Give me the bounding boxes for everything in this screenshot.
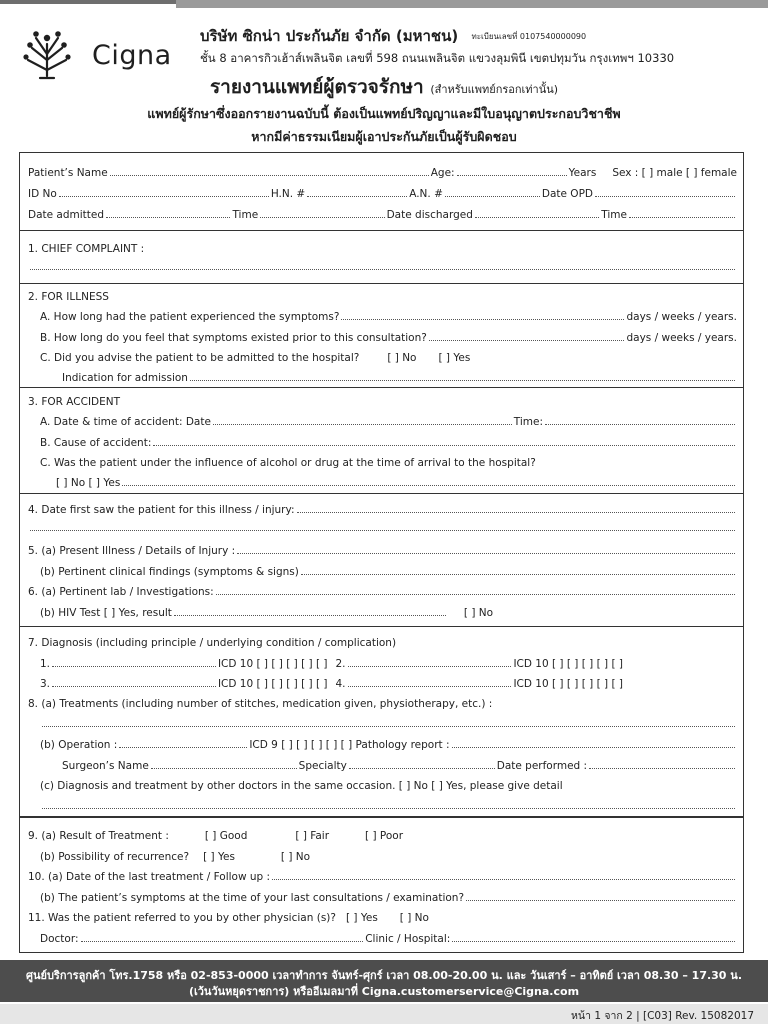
date-opd-field[interactable] bbox=[595, 196, 735, 197]
date-admitted-field[interactable] bbox=[106, 217, 230, 218]
indication-row bbox=[62, 368, 737, 384]
diagnosis-4-label: 4. bbox=[335, 678, 346, 690]
illness-a-label: A. How long had the patient experienced the symptoms? bbox=[40, 311, 340, 323]
company-name-text: บริษัท ซิกน่า ประกันภัย จำกัด (มหาชน) bbox=[200, 27, 459, 45]
patient-row-2 bbox=[28, 184, 737, 200]
q10b-label: (b) The patient’s symptoms at the time of your last consultations / examination? bbox=[40, 892, 465, 904]
illness-c-row bbox=[40, 348, 737, 364]
date-opd-label: Date OPD bbox=[541, 188, 593, 200]
company-name bbox=[200, 24, 586, 48]
patient-name-label: Patient’s Name bbox=[28, 167, 108, 179]
pathology-field[interactable] bbox=[452, 747, 735, 748]
illness-b-row bbox=[40, 328, 737, 344]
diagnosis-row-1 bbox=[40, 654, 623, 670]
q8a-row bbox=[28, 694, 737, 710]
diagnosis-2-icd10[interactable]: ICD 10 [ ] [ ] [ ] [ ] [ ] bbox=[513, 658, 623, 670]
age-field[interactable] bbox=[457, 175, 567, 176]
surgeon-label: Surgeon’s Name bbox=[62, 760, 149, 772]
q10b-row bbox=[40, 888, 737, 904]
diagnosis-1-label: 1. bbox=[40, 658, 51, 670]
page-number-bar bbox=[0, 1004, 768, 1024]
q11-row bbox=[28, 908, 737, 924]
doctor-row bbox=[40, 929, 737, 945]
illness-section bbox=[20, 284, 743, 388]
diagnosis-2-label: 2. bbox=[335, 658, 346, 670]
logo-text: Cigna bbox=[92, 40, 172, 71]
document-header bbox=[0, 14, 768, 154]
q8b-row bbox=[40, 735, 737, 751]
q10a-field[interactable] bbox=[272, 879, 735, 880]
q10a-row bbox=[28, 867, 737, 883]
indication-field[interactable] bbox=[190, 380, 735, 381]
operation-field[interactable] bbox=[119, 747, 247, 748]
diagnosis-1-icd10[interactable]: ICD 10 [ ] [ ] [ ] [ ] [ ] bbox=[217, 658, 328, 670]
diagnosis-3-field[interactable] bbox=[52, 686, 216, 687]
date-performed-label: Date performed : bbox=[496, 760, 588, 772]
q4-line-2 bbox=[28, 518, 737, 534]
q10a-label: 10. (a) Date of the last treatment / Follow up : bbox=[28, 871, 271, 883]
q9a-row bbox=[28, 826, 737, 842]
registration-number: ทะเบียนเลขที่ 0107540000090 bbox=[471, 32, 587, 41]
q8c-label[interactable]: (c) Diagnosis and treatment by other doctors in the same occasion. [ ] No [ ] Yes, please give detail bbox=[40, 780, 563, 792]
accident-heading-row bbox=[28, 392, 737, 408]
clinic-label: Clinic / Hospital: bbox=[365, 933, 451, 945]
illness-c-no-checkbox[interactable]: [ ] No bbox=[387, 352, 417, 364]
document-title-note: (สำหรับแพทย์กรอกเท่านั้น) bbox=[430, 83, 559, 96]
diagnosis-row-2 bbox=[40, 674, 623, 690]
top-bar-accent bbox=[176, 0, 768, 8]
hn-label: H.N. # bbox=[270, 188, 306, 200]
accident-cause-field[interactable] bbox=[153, 445, 735, 446]
illness-a-field[interactable] bbox=[341, 319, 624, 320]
icd9-boxes[interactable]: ICD 9 [ ] [ ] [ ] [ ] [ ] Pathology report : bbox=[249, 739, 450, 751]
diagnosis-3-icd10[interactable]: ICD 10 [ ] [ ] [ ] [ ] [ ] bbox=[217, 678, 328, 690]
q4-label: 4. Date first saw the patient for this illness / injury: bbox=[28, 504, 295, 516]
chief-complaint-row bbox=[28, 239, 737, 255]
id-no-field[interactable] bbox=[59, 196, 269, 197]
years-label: Years bbox=[568, 167, 597, 179]
time-field-2[interactable] bbox=[629, 217, 735, 218]
illness-heading: 2. FOR ILLNESS bbox=[28, 291, 109, 303]
medical-report-form bbox=[19, 152, 744, 953]
diagnosis-section bbox=[20, 627, 743, 817]
specialty-field[interactable] bbox=[349, 768, 495, 769]
contact-line-1: ศูนย์บริการลูกค้า โทร.1758 หรือ 02-853-0000 เวลาทำการ จันทร์-ศุกร์ เวลา 08.00-20.00 น. และ วันเสาร์ – อาทิตย์ เวลา 08.30 – 17.30 น. bbox=[26, 969, 742, 982]
age-label: Age: bbox=[430, 167, 455, 179]
illness-b-units: days / weeks / years. bbox=[626, 332, 737, 344]
patient-info-section bbox=[20, 153, 743, 231]
illness-c-label: C. Did you advise the patient to be admitted to the hospital? bbox=[40, 352, 360, 364]
diagnosis-2-field[interactable] bbox=[348, 666, 512, 667]
accident-time-field[interactable] bbox=[545, 424, 735, 425]
patient-row-1 bbox=[28, 163, 737, 179]
hiv-no-checkbox[interactable]: [ ] No bbox=[463, 607, 494, 619]
date-discharged-label: Date discharged bbox=[386, 209, 473, 221]
q9b-row bbox=[40, 847, 737, 863]
accident-heading: 3. FOR ACCIDENT bbox=[28, 396, 121, 408]
accident-c-checkboxes[interactable]: [ ] No [ ] Yes bbox=[56, 477, 121, 489]
date-admitted-label: Date admitted bbox=[28, 209, 105, 221]
q4-row bbox=[28, 500, 737, 516]
q5b-field[interactable] bbox=[301, 574, 735, 575]
surgeon-row bbox=[62, 756, 737, 772]
q9a-label: 9. (a) Result of Treatment : bbox=[28, 830, 169, 842]
doctor-label: Doctor: bbox=[40, 933, 79, 945]
q4-field-2[interactable] bbox=[30, 530, 735, 531]
q5b-label: (b) Pertinent clinical findings (symptoms & signs) bbox=[40, 566, 299, 578]
chief-complaint-section bbox=[20, 231, 743, 284]
instruction-line-2: หากมีค่าธรรมเนียมผู้เอาประกันภัยเป็นผู้รับผิดชอบ bbox=[251, 129, 517, 144]
illness-b-field[interactable] bbox=[429, 340, 625, 341]
poor-checkbox[interactable]: [ ] Poor bbox=[365, 830, 404, 842]
chief-complaint-line bbox=[28, 257, 737, 273]
doctor-field[interactable] bbox=[81, 941, 364, 942]
q5b-row bbox=[40, 562, 737, 578]
surgeon-field[interactable] bbox=[151, 768, 297, 769]
illness-c-yes-checkbox[interactable]: [ ] Yes bbox=[438, 352, 471, 364]
instruction-line-1: แพทย์ผู้รักษาซึ่งออกรายงานฉบับนี้ ต้องเป็นแพทย์ปริญญาและมีใบอนุญาตประกอบวิชาชีพ bbox=[147, 106, 621, 121]
accident-time-label: Time: bbox=[513, 416, 543, 428]
hn-field[interactable] bbox=[307, 196, 407, 197]
q6b-label[interactable]: (b) HIV Test [ ] Yes, result bbox=[40, 607, 172, 619]
q8a-field[interactable] bbox=[42, 726, 735, 727]
contact-line-2: (เว้นวันหยุดราชการ) หรืออีเมลมาที่ Cigna.customerservice@Cigna.com bbox=[188, 985, 580, 998]
q4-field[interactable] bbox=[297, 512, 736, 513]
accident-c-label: C. Was the patient under the influence of alcohol or drug at the time of arrival to the hospital? bbox=[40, 457, 536, 469]
examination-section bbox=[20, 494, 743, 627]
illness-b-label: B. How long do you feel that symptoms existed prior to this consultation? bbox=[40, 332, 427, 344]
date-discharged-field[interactable] bbox=[475, 217, 599, 218]
time-field-1[interactable] bbox=[260, 217, 384, 218]
q11-label: 11. Was the patient referred to you by other physician (s)? bbox=[28, 912, 336, 924]
sex-checkboxes[interactable]: Sex : [ ] male [ ] female bbox=[612, 167, 737, 179]
result-section bbox=[20, 817, 743, 954]
diagnosis-3-label: 3. bbox=[40, 678, 51, 690]
q7-label: 7. Diagnosis (including principle / underlying condition / complication) bbox=[28, 637, 397, 649]
clinic-field[interactable] bbox=[452, 941, 735, 942]
indication-label: Indication for admission bbox=[62, 372, 188, 384]
q6a-row bbox=[28, 582, 737, 598]
contact-footer bbox=[0, 960, 768, 1002]
q5a-row bbox=[28, 541, 737, 557]
recurrence-no-checkbox[interactable]: [ ] No bbox=[280, 851, 311, 863]
accident-date-field[interactable] bbox=[213, 424, 512, 425]
illness-a-units: days / weeks / years. bbox=[626, 311, 737, 323]
accident-cause-label: B. Cause of accident: bbox=[40, 437, 152, 449]
date-performed-field[interactable] bbox=[589, 768, 735, 769]
q8a-label: 8. (a) Treatments (including number of stitches, medication given, physiotherapy, etc.) : bbox=[28, 698, 493, 710]
q7-row bbox=[28, 633, 737, 649]
referred-no-checkbox[interactable]: [ ] No bbox=[399, 912, 429, 924]
referred-yes-checkbox[interactable]: [ ] Yes bbox=[345, 912, 378, 924]
accident-b-row bbox=[40, 433, 737, 449]
q8c-row bbox=[40, 776, 737, 792]
good-checkbox[interactable]: [ ] Good bbox=[204, 830, 248, 842]
accident-section bbox=[20, 388, 743, 494]
q8c-line bbox=[40, 796, 737, 812]
accident-date-label: A. Date & time of accident: Date bbox=[40, 416, 211, 428]
q5a-label: 5. (a) Present Illness / Details of Injury : bbox=[28, 545, 236, 557]
company-address: ชั้น 8 อาคารกิวเฮ้าส์เพลินจิต เลขที่ 598 ถนนเพลินจิต แขวงลุมพินี เขตปทุมวัน กรุงเทพฯ 10330 bbox=[200, 51, 675, 65]
q6a-label: 6. (a) Pertinent lab / Investigations: bbox=[28, 586, 214, 598]
diagnosis-4-icd10[interactable]: ICD 10 [ ] [ ] [ ] [ ] [ ] bbox=[513, 678, 623, 690]
patient-row-3 bbox=[28, 205, 737, 221]
diagnosis-1-field[interactable] bbox=[52, 666, 216, 667]
document-title-text: รายงานแพทย์ผู้ตรวจรักษา bbox=[209, 76, 424, 98]
an-field[interactable] bbox=[445, 196, 540, 197]
illness-a-row bbox=[40, 307, 737, 323]
accident-c-field[interactable] bbox=[122, 485, 735, 486]
document-title bbox=[0, 72, 768, 102]
time-label-2: Time bbox=[601, 209, 627, 221]
accident-a-row bbox=[40, 412, 737, 428]
fair-checkbox[interactable]: [ ] Fair bbox=[295, 830, 330, 842]
q6a-field[interactable] bbox=[216, 594, 735, 595]
q8a-line bbox=[40, 714, 737, 730]
accident-c-options-row bbox=[56, 473, 737, 489]
specialty-label: Specialty bbox=[298, 760, 347, 772]
q10b-field[interactable] bbox=[466, 900, 735, 901]
q5a-field[interactable] bbox=[237, 553, 735, 554]
an-label: A.N. # bbox=[409, 188, 443, 200]
diagnosis-4-field[interactable] bbox=[348, 686, 512, 687]
accident-c-row bbox=[40, 453, 737, 469]
illness-heading-row bbox=[28, 287, 737, 303]
q9b-label: (b) Possibility of recurrence? bbox=[40, 851, 190, 863]
page-number: หน้า 1 จาก 2 | [C03] Rev. 15082017 bbox=[570, 1010, 754, 1022]
patient-name-field[interactable] bbox=[110, 175, 429, 176]
q8b-label: (b) Operation : bbox=[40, 739, 118, 751]
recurrence-yes-checkbox[interactable]: [ ] Yes bbox=[203, 851, 235, 863]
q6b-row bbox=[40, 603, 737, 619]
chief-complaint-field[interactable] bbox=[30, 269, 735, 270]
id-no-label: ID No bbox=[28, 188, 57, 200]
time-label-1: Time bbox=[232, 209, 259, 221]
q8c-field[interactable] bbox=[42, 808, 735, 809]
hiv-result-field[interactable] bbox=[174, 615, 446, 616]
chief-complaint-label: 1. CHIEF COMPLAINT : bbox=[28, 243, 145, 255]
